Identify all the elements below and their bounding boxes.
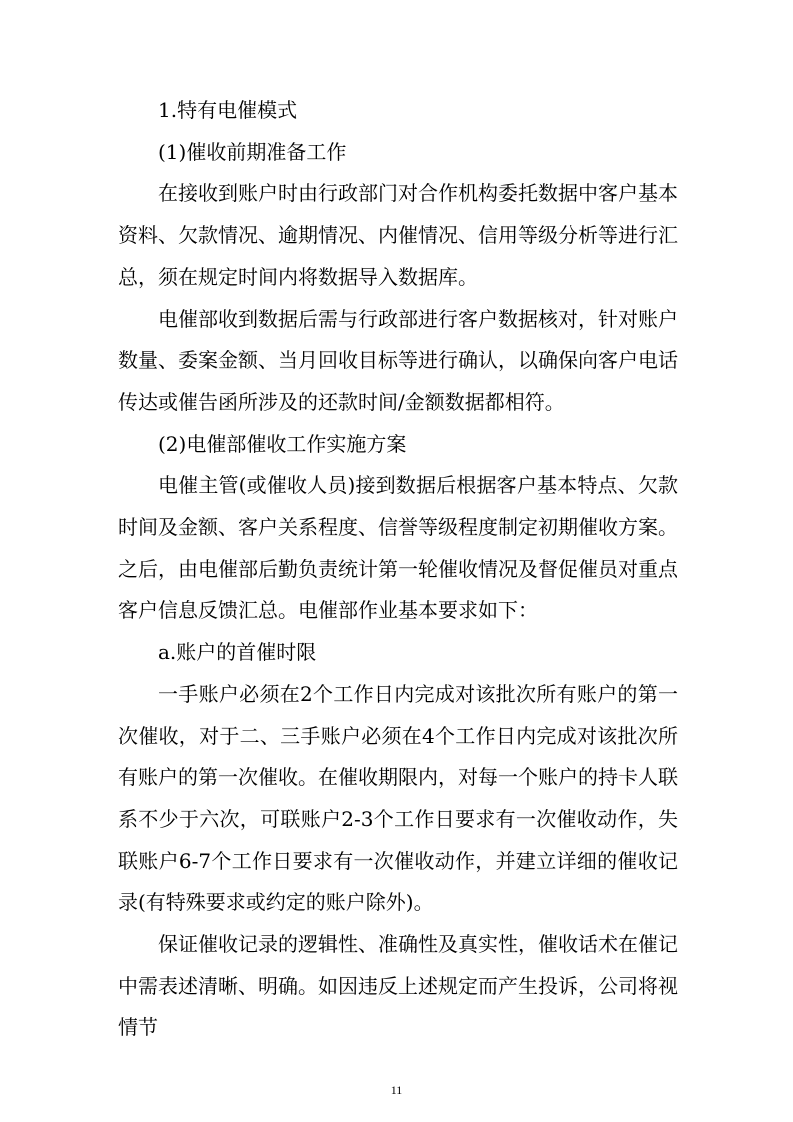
subsection-heading-1: (1)催收前期准备工作 bbox=[158, 139, 347, 164]
subsection-heading-2: (2)电催部催收工作实施方案 bbox=[158, 431, 407, 456]
page-number: 11 bbox=[390, 1083, 403, 1097]
section-heading-1: 1.特有电催模式 bbox=[158, 98, 298, 122]
paragraph-first-collection-deadline: 一手账户必须在2个工作日内完成对该批次所有账户的第一次催收，对于二、三手账户必须在4个工作日内完成对该批次所有账户的第一次催收。在催收期限内，对每一个账户的持卡人联系不少于六次，可联账户2-3个工作日要求有一次催收动作，失联账户6-7个工作日要求有一次催收动作，并建立详细的催收记录(有特殊要求或约定的账户除外)。 bbox=[118, 681, 678, 915]
paragraph-record-quality: 保证催收记录的逻辑性、准确性及真实性，催收话术在催记中需表述清晰、明确。如因违反上述规定而产生投诉，公司将视情节 bbox=[118, 932, 678, 1040]
item-heading-a: a.账户的首催时限 bbox=[158, 640, 317, 665]
document-body bbox=[118, 90, 678, 1049]
paragraph-data-collection: 在接收到账户时由行政部门对合作机构委托数据中客户基本资料、欠款情况、逾期情况、内催情况、信用等级分析等进行汇总，须在规定时间内将数据导入数据库。 bbox=[118, 181, 678, 289]
paragraph-data-verification: 电催部收到数据后需与行政部进行客户数据核对，针对账户数量、委案金额、当月回收目标等进行确认，以确保向客户电话传达或催告函所涉及的还款时间/金额数据都相符。 bbox=[118, 306, 678, 414]
paragraph-collection-plan: 电催主管(或催收人员)接到数据后根据客户基本特点、欠款时间及金额、客户关系程度、信誉等级程度制定初期催收方案。之后，由电催部后勤负责统计第一轮催收情况及督促催员对重点客户信息反馈汇总。电催部作业基本要求如下： bbox=[118, 473, 678, 623]
